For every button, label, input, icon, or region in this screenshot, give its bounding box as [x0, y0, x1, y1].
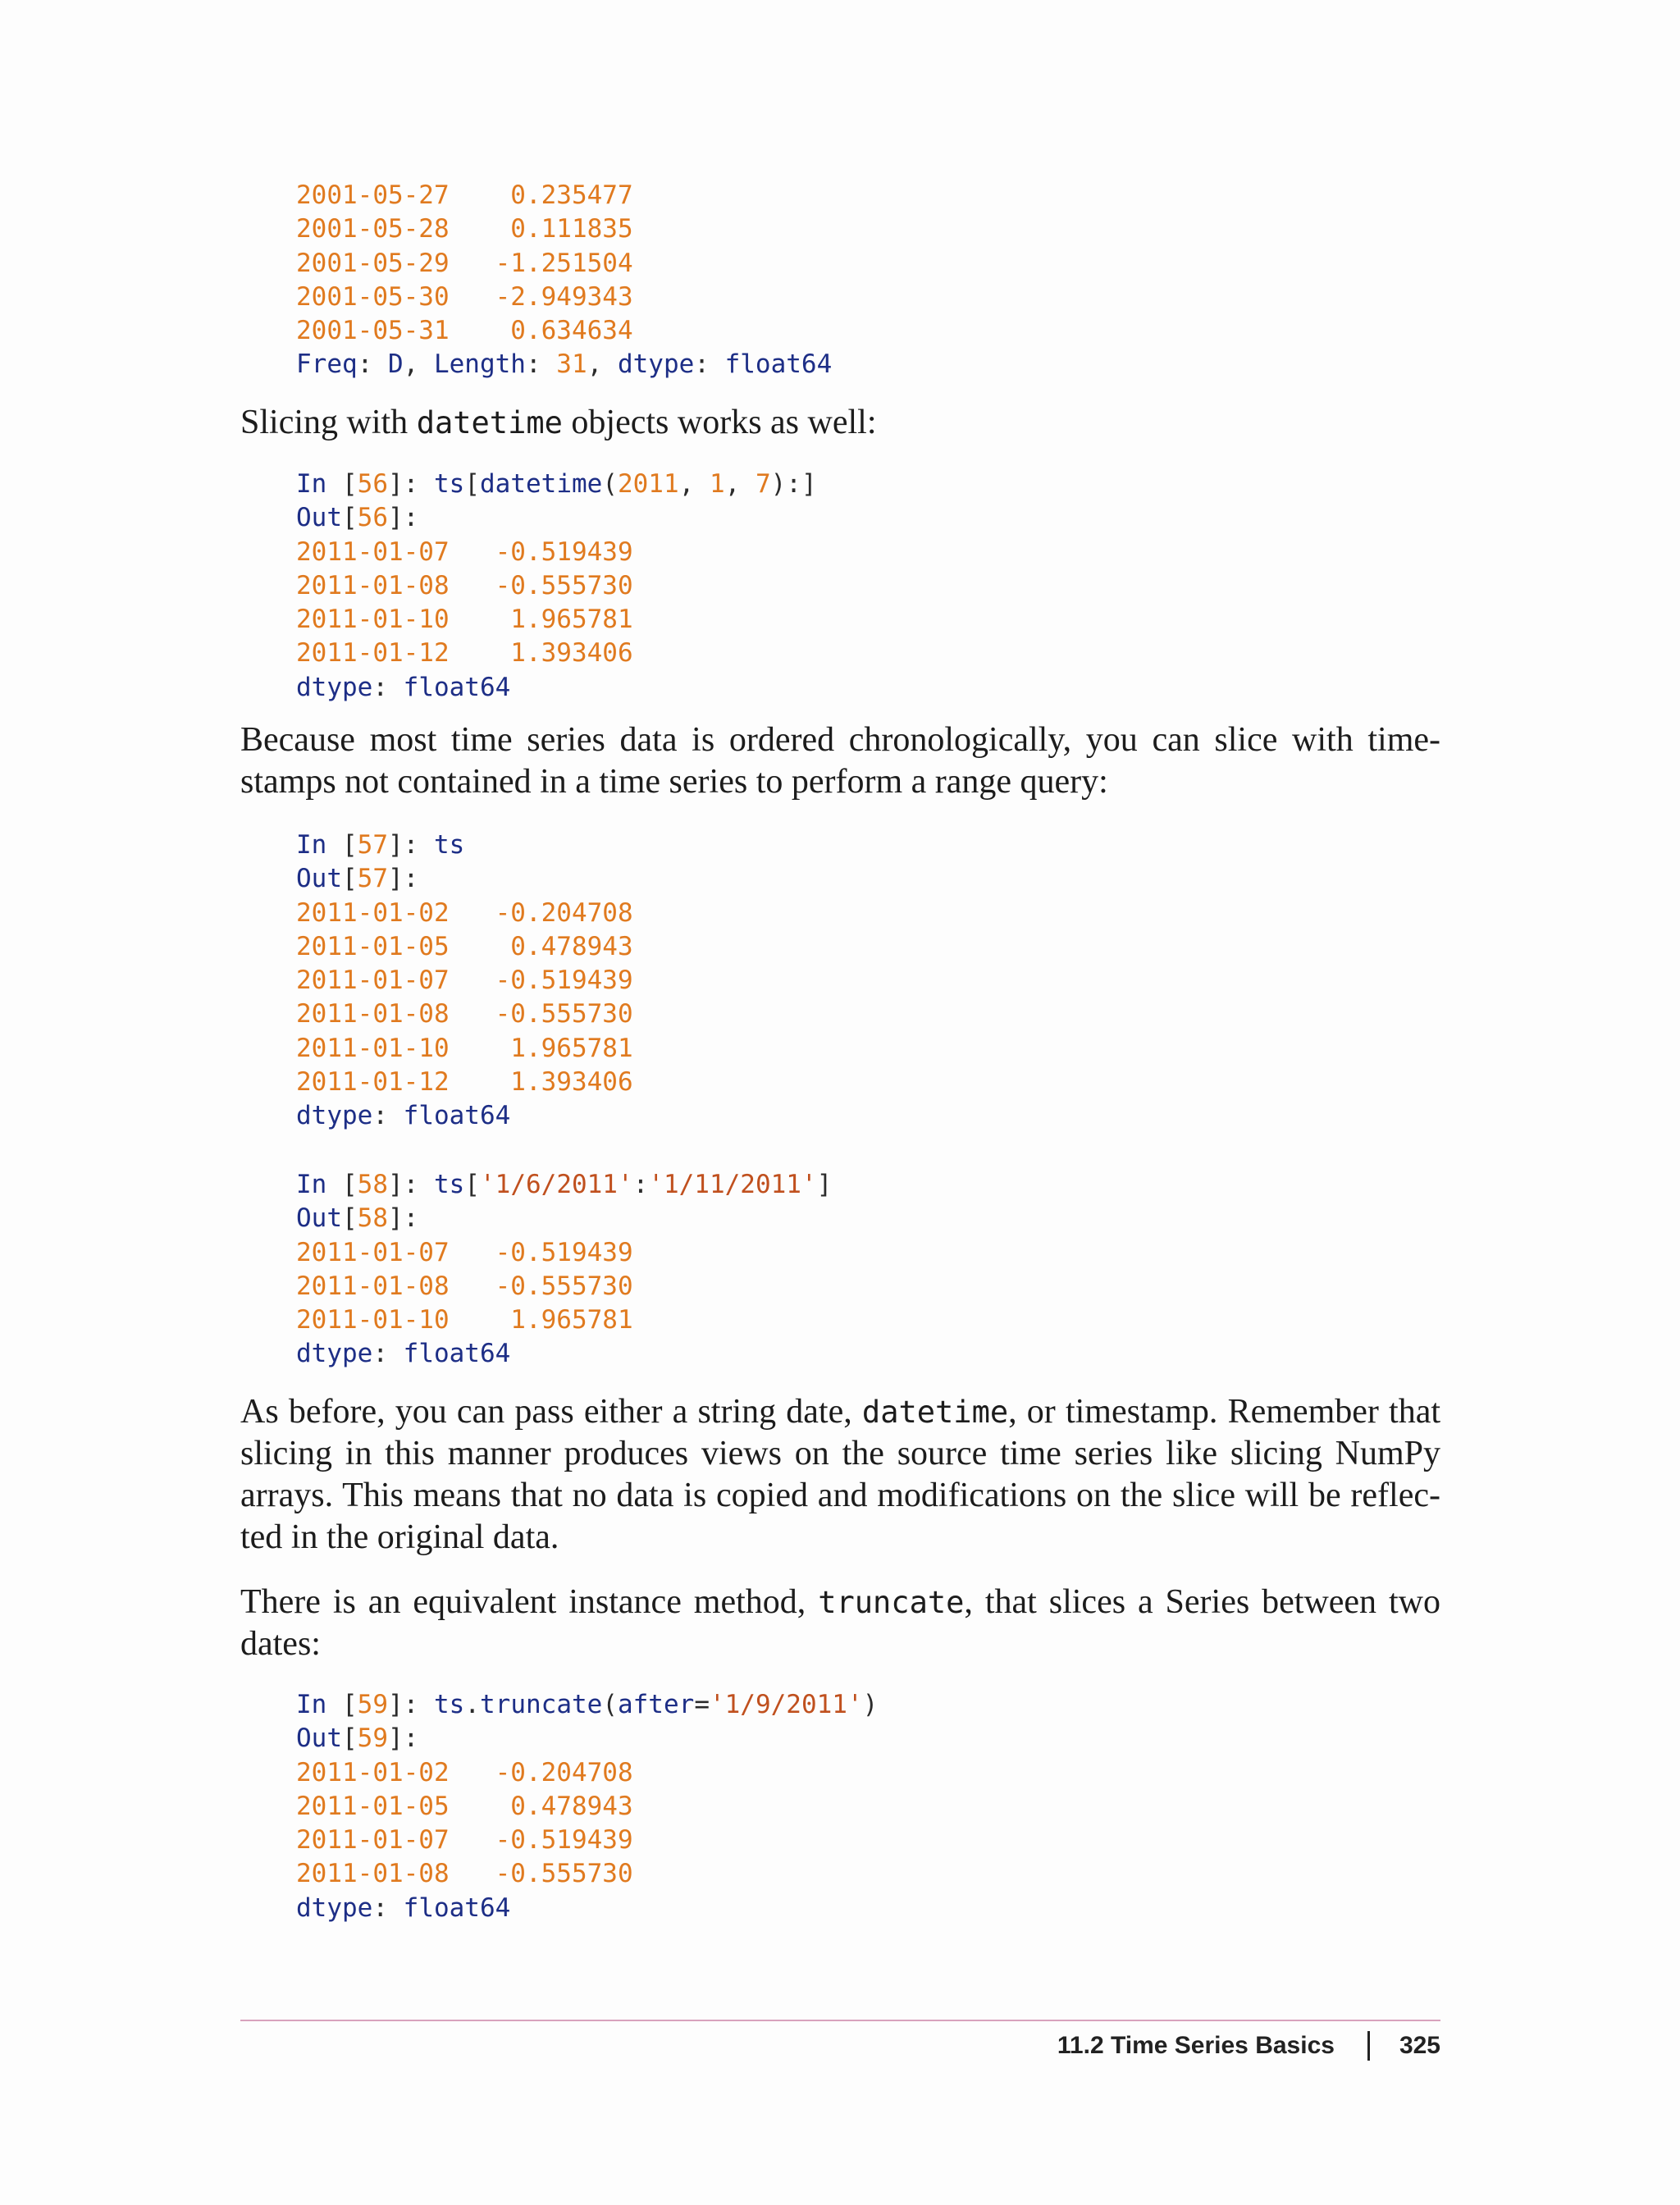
page-footer: [1057, 2031, 1440, 2061]
series-row: 2001-05-27 0.235477: [296, 180, 633, 210]
series-row: 2011-01-10 1.965781: [296, 1033, 633, 1063]
page-number: 325: [1399, 2032, 1440, 2059]
series-meta: dtype: float64: [296, 1339, 511, 1369]
input-line: In [59]: ts.truncate(after='1/9/2011'): [296, 1690, 879, 1719]
output-prompt: Out[56]:: [296, 503, 419, 533]
series-meta: dtype: float64: [296, 1101, 511, 1131]
output-prompt: Out[58]:: [296, 1203, 419, 1234]
series-row: 2011-01-08 -0.555730: [296, 570, 633, 600]
footer-separator: [1367, 2031, 1370, 2061]
series-row: 2011-01-07 -0.519439: [296, 1237, 633, 1267]
series-row: 2011-01-12 1.393406: [296, 1067, 633, 1098]
series-row: 2011-01-08 -0.555730: [296, 1859, 633, 1889]
code-cell-56: [296, 468, 817, 705]
code-cell-58: [296, 1168, 832, 1372]
series-row: 2011-01-07 -0.519439: [296, 536, 633, 567]
input-line: In [57]: ts: [296, 830, 465, 860]
series-row: 2011-01-02 -0.204708: [296, 897, 633, 928]
input-line: In [58]: ts['1/6/2011':'1/11/2011']: [296, 1170, 833, 1199]
series-row: 2001-05-28 0.111835: [296, 214, 633, 244]
series-meta: Freq: D, Length: 31, dtype: float64: [296, 349, 833, 380]
series-row: 2001-05-30 -2.949343: [296, 281, 633, 312]
section-title: 11.2 Time Series Basics: [1057, 2032, 1335, 2059]
series-meta: dtype: float64: [296, 1892, 511, 1923]
series-meta: dtype: float64: [296, 672, 511, 702]
series-row: 2011-01-08 -0.555730: [296, 1271, 633, 1301]
footer-rule: [240, 2020, 1440, 2021]
series-row: 2011-01-08 -0.555730: [296, 999, 633, 1029]
output-prompt: Out[57]:: [296, 864, 419, 894]
paragraph: Because most time series data is ordered chronologically, you can slice with timestamps not contained in a time series to perform a range query:: [240, 721, 1440, 801]
series-row: 2011-01-07 -0.519439: [296, 1825, 633, 1856]
output-prompt: Out[59]:: [296, 1723, 419, 1754]
series-row: 2011-01-10 1.965781: [296, 605, 633, 635]
code-cell-57: [296, 829, 633, 1134]
series-row: 2001-05-31 0.634634: [296, 316, 633, 346]
code-cell-59: [296, 1688, 878, 1925]
input-line: In [56]: ts[datetime(2011, 1, 7):]: [296, 469, 817, 499]
code-output-top: [296, 179, 832, 382]
series-row: 2011-01-05 0.478943: [296, 1791, 633, 1821]
series-row: 2011-01-12 1.393406: [296, 638, 633, 669]
series-row: 2001-05-29 -1.251504: [296, 248, 633, 278]
series-row: 2011-01-02 -0.204708: [296, 1757, 633, 1787]
paragraph: There is an equivalent instance method, truncate, that slices a Series between two dates:: [240, 1583, 1440, 1663]
paragraph: As before, you can pass either a string date, datetime, or timestamp. Remember that slicing in this manner produces views on the source time series like slicing NumPy arrays. This means that no data is copied and modifications on the slice will be reflected in the original data.: [240, 1393, 1441, 1556]
series-row: 2011-01-07 -0.519439: [296, 966, 633, 996]
series-row: 2011-01-05 0.478943: [296, 931, 633, 961]
series-row: 2011-01-10 1.965781: [296, 1305, 633, 1335]
paragraph: Slicing with datetime objects works as well:: [240, 404, 877, 441]
